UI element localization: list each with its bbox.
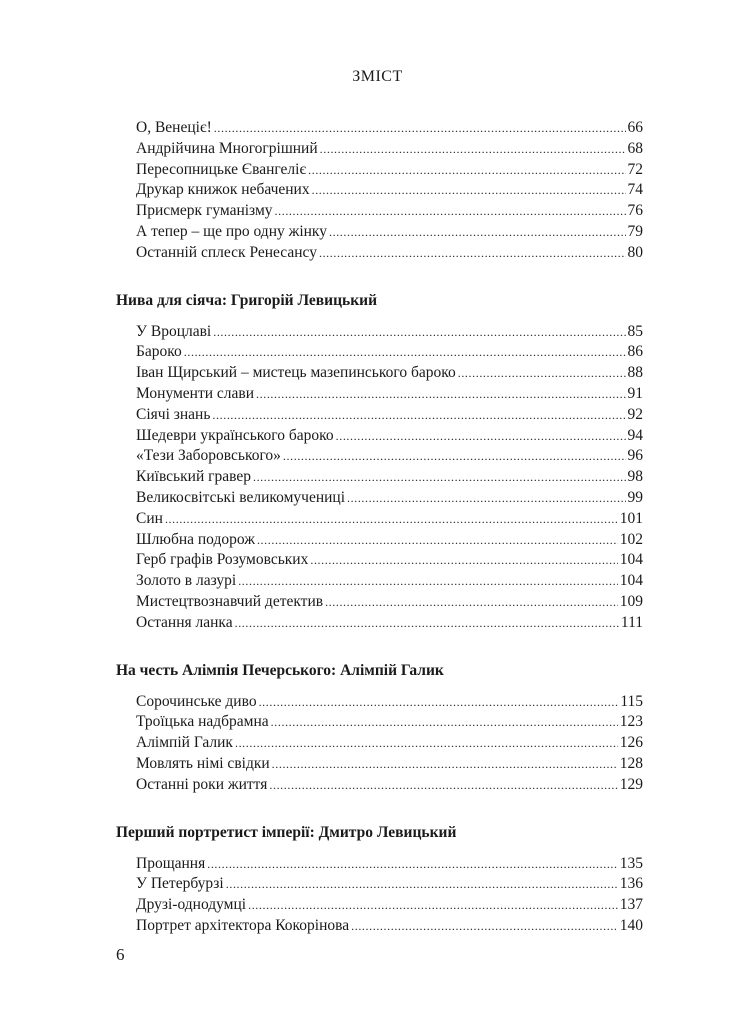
- section-title: Перший портретист імперії: Дмитро Левицький: [116, 823, 457, 841]
- dot-leader: [308, 160, 625, 181]
- entry-title: Останні роки життя: [136, 775, 268, 793]
- toc-entry: [136, 160, 643, 181]
- entry-title: Сорочинське диво: [136, 692, 257, 710]
- entry-page-number: 101: [619, 509, 643, 527]
- toc-entry: [136, 363, 643, 384]
- page-number: 6: [116, 945, 125, 964]
- entry-title: Сіячі знань: [136, 405, 211, 423]
- entry-title: Мовлять німі свідки: [136, 754, 270, 772]
- entry-title: Присмерк гуманізму: [136, 202, 273, 220]
- entry-page-number: 129: [619, 775, 643, 793]
- dot-leader: [259, 692, 619, 713]
- dot-leader: [269, 775, 617, 796]
- entry-page-number: 92: [627, 405, 643, 423]
- entry-title: Друкар книжок небачених: [136, 181, 310, 199]
- entry-title: Троїцька надбрамна: [136, 713, 269, 731]
- toc-entry: [136, 550, 643, 571]
- toc-entry: [136, 180, 643, 201]
- dot-leader: [271, 712, 618, 733]
- toc-entry: [136, 916, 643, 937]
- dot-leader: [248, 895, 618, 916]
- entry-page-number: 68: [627, 139, 643, 157]
- entry-title: Золото в лазурі: [136, 572, 237, 590]
- entry-title: Син: [136, 509, 163, 527]
- toc-entry: [136, 754, 643, 775]
- dot-leader: [207, 854, 618, 875]
- dot-leader: [312, 180, 626, 201]
- toc-entry: [136, 733, 643, 754]
- entry-page-number: 86: [627, 343, 643, 361]
- entry-title: Прощання: [136, 854, 206, 872]
- entry-title: У Петербурзі: [136, 875, 224, 893]
- toc-entry: [136, 467, 643, 488]
- dot-leader: [213, 322, 625, 343]
- dot-leader: [253, 467, 626, 488]
- dot-leader: [275, 201, 626, 222]
- dot-leader: [184, 342, 626, 363]
- entry-title: Друзі-однодумці: [136, 896, 247, 914]
- toc-entry: [136, 201, 643, 222]
- toc-section: [116, 659, 643, 796]
- toc-entry: [136, 613, 643, 634]
- dot-leader: [235, 733, 618, 754]
- entry-title: Великосвітські великомучениці: [136, 488, 346, 506]
- toc-entry: [136, 571, 643, 592]
- toc-entry: [136, 222, 643, 243]
- table-of-contents: [116, 118, 643, 937]
- entry-page-number: 109: [619, 592, 643, 610]
- dot-leader: [320, 139, 626, 160]
- section-title: На честь Алімпія Печерського: Алімпій Галик: [116, 661, 444, 679]
- entry-page-number: 115: [620, 692, 643, 710]
- entry-title: О, Венеціє!: [136, 119, 212, 136]
- toc-entry: [136, 895, 643, 916]
- toc-entry: [136, 488, 643, 509]
- entry-title: Шедеври українського бароко: [136, 426, 334, 444]
- toc-entry: [136, 342, 643, 363]
- entry-page-number: 72: [627, 160, 643, 178]
- entry-page-number: 74: [627, 181, 643, 199]
- toc-entry: [136, 509, 643, 530]
- entry-title: Остання ланка: [136, 613, 233, 631]
- dot-leader: [336, 426, 626, 447]
- entry-page-number: 91: [627, 384, 643, 402]
- dot-leader: [283, 446, 626, 467]
- toc-entry: [136, 405, 643, 426]
- dot-leader: [165, 509, 618, 530]
- entry-title: «Тези Заборовського»: [136, 447, 281, 465]
- entry-title: Андрійчина Многогрішний: [136, 139, 318, 157]
- entry-title: Герб графів Розумовських: [136, 551, 309, 569]
- toc-entry: [136, 446, 643, 467]
- toc-entry: [136, 243, 643, 264]
- entry-page-number: 88: [627, 364, 643, 382]
- toc-entry: [136, 118, 643, 139]
- dot-leader: [226, 874, 618, 895]
- toc-entry: [136, 592, 643, 613]
- toc-entry: [136, 692, 643, 713]
- toc-entry: [136, 322, 643, 343]
- entry-page-number: 80: [627, 243, 643, 261]
- entry-page-number: 104: [619, 572, 643, 590]
- entry-page-number: 99: [627, 488, 643, 506]
- entry-title: Мистецтвознавчий детектив: [136, 592, 324, 610]
- entry-page-number: 137: [619, 896, 643, 914]
- entry-title: Київський гравер: [136, 468, 251, 486]
- entry-title: А тепер – ще про одну жінку: [136, 222, 327, 240]
- entry-page-number: 140: [619, 916, 643, 934]
- entry-page-number: 123: [619, 713, 643, 731]
- entry-title: Бароко: [136, 343, 182, 361]
- toc-entry: [136, 874, 643, 895]
- dot-leader: [256, 384, 625, 405]
- entry-page-number: 96: [627, 447, 643, 465]
- toc-entry: [136, 712, 643, 733]
- entry-title: Останній сплеск Ренесансу: [136, 243, 317, 261]
- dot-leader: [325, 592, 618, 613]
- entry-page-number: 111: [620, 613, 643, 631]
- entry-title: Алімпій Галик: [136, 734, 233, 752]
- entry-title: Шлюбна подорож: [136, 530, 255, 548]
- dot-leader: [272, 754, 618, 775]
- entry-page-number: 85: [627, 322, 643, 340]
- dot-leader: [212, 405, 625, 426]
- entry-title: Іван Щирський – мистець мазепинського бароко: [136, 364, 456, 382]
- toc-entry: [136, 530, 643, 551]
- dot-leader: [214, 118, 626, 139]
- entry-title: Монументи слави: [136, 384, 255, 402]
- entry-page-number: 94: [627, 426, 643, 444]
- dot-leader: [458, 363, 626, 384]
- entry-page-number: 76: [627, 202, 643, 220]
- dot-leader: [238, 571, 618, 592]
- entry-page-number: 98: [627, 468, 643, 486]
- toc-entry: [136, 775, 643, 796]
- dot-leader: [347, 488, 625, 509]
- toc-section: [116, 289, 643, 634]
- toc-section: [116, 118, 643, 264]
- entry-title: У Вроцлаві: [136, 322, 212, 340]
- toc-entry: [136, 426, 643, 447]
- page-title: ЗМІСТ: [352, 68, 403, 85]
- dot-leader: [310, 550, 617, 571]
- entry-page-number: 136: [619, 875, 643, 893]
- dot-leader: [329, 222, 626, 243]
- toc-entry: [136, 384, 643, 405]
- toc-entry: [136, 854, 643, 875]
- dot-leader: [319, 243, 626, 264]
- dot-leader: [257, 530, 618, 551]
- dot-leader: [235, 613, 619, 634]
- entry-page-number: 104: [619, 551, 643, 569]
- section-title: Нива для сіяча: Григорій Левицький: [116, 291, 377, 309]
- dot-leader: [351, 916, 618, 937]
- entry-page-number: 102: [619, 530, 643, 548]
- entry-page-number: 135: [619, 854, 643, 872]
- toc-section: [116, 821, 643, 937]
- toc-entry: [136, 139, 643, 160]
- entry-page-number: 128: [619, 754, 643, 772]
- entry-page-number: 126: [619, 734, 643, 752]
- entry-title: Пересопницьке Євангеліє: [136, 160, 307, 178]
- entry-title: Портрет архітектора Кокорінова: [136, 916, 350, 934]
- entry-page-number: 79: [627, 222, 643, 240]
- entry-page-number: 66: [627, 119, 643, 136]
